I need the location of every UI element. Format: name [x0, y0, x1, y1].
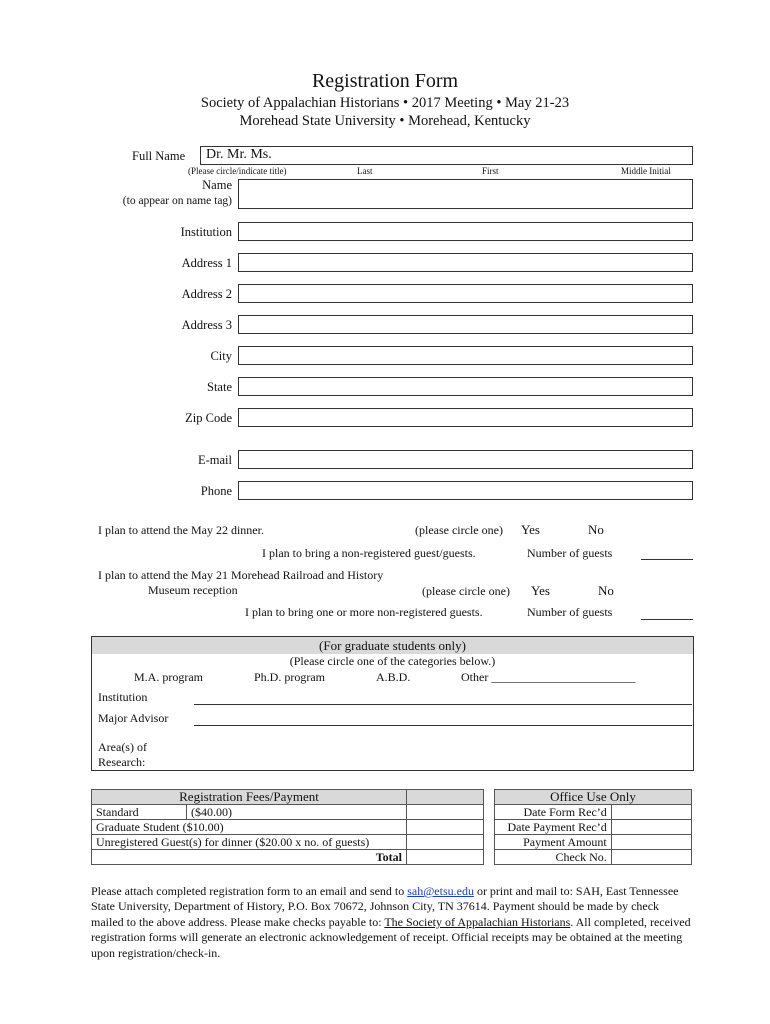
address3-label: Address 3 [181, 318, 232, 332]
nametag-label: Name [202, 178, 232, 192]
reception-yes[interactable]: Yes [531, 583, 550, 598]
option-other[interactable]: Other ________________________ [461, 670, 636, 684]
location-line: Morehead State University • Morehead, Kentucky [239, 113, 531, 129]
office-row-input[interactable] [611, 805, 691, 820]
reception-guests-input[interactable] [641, 619, 693, 620]
form-title: Registration Form [311, 70, 459, 92]
fee-standard-label: Standard [92, 805, 187, 820]
graduate-section [91, 636, 694, 771]
zip-input[interactable] [238, 408, 693, 427]
footer-instructions [91, 884, 691, 961]
meeting-line: Society of Appalachian Historians • 2017 Meeting • May 21-23 [200, 95, 570, 111]
fees-heading: Registration Fees/Payment [92, 790, 407, 805]
research-label-2: Research: [98, 755, 146, 769]
phone-input[interactable] [238, 481, 693, 500]
grad-institution-input[interactable] [194, 704, 692, 705]
reception-circle-hint: (please circle one) [422, 584, 510, 598]
dinner-guest-text: I plan to bring a non-registered guest/guests. [262, 546, 476, 560]
reception-question: I plan to attend the May 21 Morehead Railroad and History [98, 568, 384, 582]
footer-text-2: or print and mail to: SAH, East Tennessee State University, Department of History, P.O. Box 70672, Johnson City, TN 37614. Payment should be made by check mailed to the above address. Please make checks payable to: [91, 884, 679, 929]
zip-label: Zip Code [185, 411, 232, 425]
office-row-label: Payment Amount [495, 835, 612, 850]
fee-guest-input[interactable] [407, 835, 484, 850]
address1-input[interactable] [238, 253, 693, 272]
email-label: E-mail [197, 453, 232, 467]
reception-no[interactable]: No [598, 583, 614, 598]
fee-standard-input[interactable] [407, 805, 484, 820]
office-heading: Office Use Only [495, 790, 692, 805]
title-options[interactable]: Dr. Mr. Ms. [206, 147, 272, 162]
advisor-label: Major Advisor [98, 711, 169, 725]
option-ma[interactable]: M.A. program [134, 670, 203, 684]
dinner-no[interactable]: No [588, 522, 604, 537]
email-input[interactable] [238, 450, 693, 469]
fee-total-label: Total [92, 850, 407, 865]
email-link[interactable]: sah@etsu.edu [407, 884, 474, 898]
phone-label: Phone [200, 484, 232, 498]
state-label: State [207, 380, 232, 394]
city-label: City [210, 349, 232, 363]
footer-text-3: . All completed, received registration forms will generate an electronic acknowledgement of receipt. Official receipts may be obtained at the meeting upon registration/check-in. [91, 914, 691, 960]
dinner-yes[interactable]: Yes [521, 522, 540, 537]
address3-input[interactable] [238, 315, 693, 334]
fee-grad-label: Graduate Student ($10.00) [92, 820, 407, 835]
middle-hint: Middle Initial [621, 166, 671, 176]
advisor-input[interactable] [194, 725, 692, 726]
fee-total-input[interactable] [407, 850, 484, 865]
institution-label: Institution [180, 225, 232, 239]
first-hint: First [482, 166, 499, 176]
fee-grad-input[interactable] [407, 820, 484, 835]
last-hint: Last [357, 166, 373, 176]
dinner-guests-input[interactable] [641, 559, 693, 560]
nametag-input[interactable] [238, 179, 693, 209]
nametag-sublabel: (to appear on name tag) [122, 195, 232, 207]
graduate-heading: (For graduate students only) [319, 638, 466, 653]
office-row-label: Check No. [495, 850, 612, 865]
address2-label: Address 2 [181, 287, 232, 301]
address2-input[interactable] [238, 284, 693, 303]
reception-guests-label: Number of guests [527, 605, 613, 619]
research-label: Area(s) of [98, 740, 147, 754]
fees-table [91, 789, 484, 865]
graduate-instruction: (Please circle one of the categories below.) [289, 654, 496, 668]
fee-guest-label: Unregistered Guest(s) for dinner ($20.00 x no. of guests) [92, 835, 407, 850]
institution-input[interactable] [238, 222, 693, 241]
full-name-input[interactable] [200, 146, 693, 165]
city-input[interactable] [238, 346, 693, 365]
address1-label: Address 1 [181, 256, 232, 270]
title-hint: (Please circle/indicate title) [188, 166, 287, 176]
office-row-input[interactable] [611, 850, 691, 865]
state-input[interactable] [238, 377, 693, 396]
option-phd[interactable]: Ph.D. program [254, 670, 325, 684]
reception-guest-text: I plan to bring one or more non-registered guests. [245, 605, 483, 619]
dinner-circle-hint: (please circle one) [415, 523, 503, 537]
footer-text-1: Please attach completed registration form to an email and send to [91, 884, 408, 898]
office-row-label: Date Payment Rec’d [495, 820, 612, 835]
office-row-input[interactable] [611, 820, 691, 835]
option-abd[interactable]: A.B.D. [376, 670, 411, 684]
fee-standard-amount: ($40.00) [187, 805, 407, 820]
dinner-question: I plan to attend the May 22 dinner. [98, 523, 264, 537]
reception-question-2: Museum reception [148, 583, 238, 597]
grad-institution-label: Institution [98, 690, 148, 704]
office-row-label: Date Form Rec’d [495, 805, 612, 820]
full-name-label: Full Name [132, 149, 186, 163]
payee-name: The Society of Appalachian Historians [384, 914, 571, 929]
office-row-input[interactable] [611, 835, 691, 850]
dinner-guests-label: Number of guests [527, 546, 613, 560]
office-table [494, 789, 692, 865]
